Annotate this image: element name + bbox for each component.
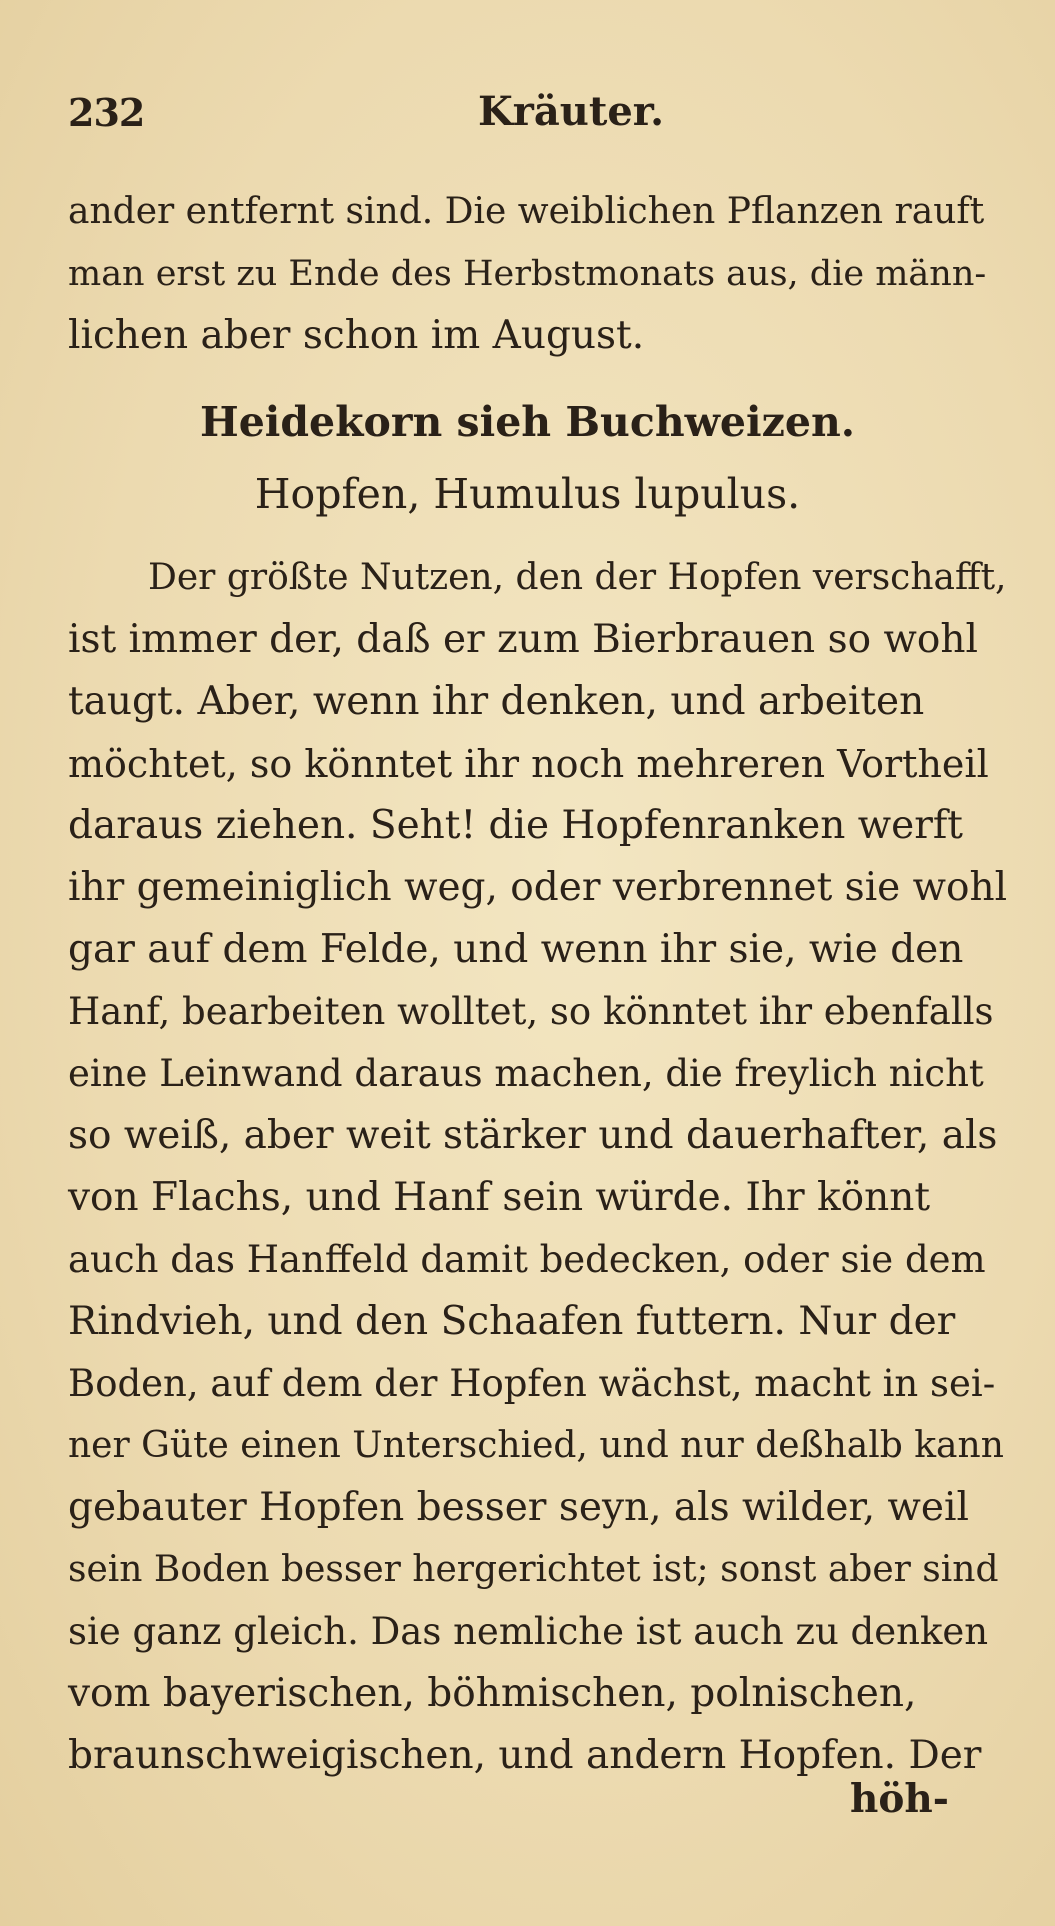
section-heading-hopfen: Hopfen, Humulus lupulus. [254, 470, 801, 518]
text-line: sein Boden besser hergerichtet ist; sonst aber sind [68, 1549, 999, 1590]
running-head: Kräuter. [478, 88, 665, 135]
text-line: ihr gemeiniglich weg, oder verbrennet sie wohl [68, 865, 1008, 910]
text-line: sie ganz gleich. Das nemliche ist auch zu denken [68, 1610, 989, 1653]
text-line: braunschweigischen, und andern Hopfen. Der [68, 1733, 982, 1778]
text-line: von Flachs, und Hanf sein würde. Ihr könnt [68, 1175, 931, 1220]
page-number: 232 [68, 90, 145, 135]
text-line: Rindvieh, und den Schaafen futtern. Nur der [68, 1299, 956, 1344]
section-heading-heidekorn: Heidekorn sieh Buchweizen. [199, 398, 856, 446]
text-line: ner Güte einen Unterschied, und nur deßhalb kann [68, 1425, 1004, 1466]
text-line: ander entfernt sind. Die weiblichen Pflanzen rauft [68, 191, 985, 232]
text-line: gebauter Hopfen besser seyn, als wilder, weil [68, 1485, 969, 1530]
text-line: so weiß, aber weit stärker und dauerhafter, als [68, 1113, 998, 1158]
catchword: höh- [850, 1776, 949, 1822]
text-line: taugt. Aber, wenn ihr denken, und arbeiten [68, 679, 925, 724]
text-line: Hanf, bearbeiten wolltet, so könntet ihr ebenfalls [68, 990, 994, 1033]
text-line: möchtet, so könntet ihr noch mehreren Vortheil [68, 742, 989, 786]
text-line: gar auf dem Felde, und wenn ihr sie, wie den [68, 927, 964, 972]
text-line: vom bayerischen, böhmischen, polnischen, [68, 1671, 917, 1716]
page-header [68, 80, 998, 140]
text-line: Der größte Nutzen, den der Hopfen verschafft, [148, 557, 1007, 598]
text-line: man erst zu Ende des Herbstmonats aus, die männ- [68, 254, 987, 294]
text-line: auch das Hanffeld damit bedecken, oder sie dem [68, 1238, 986, 1281]
text-line: ist immer der, daß er zum Bierbrauen so wohl [68, 617, 978, 662]
text-line: eine Leinwand daraus machen, die freylich nicht [68, 1052, 984, 1095]
text-line: lichen aber schon im August. [68, 313, 645, 358]
text-line: daraus ziehen. Seht! die Hopfenranken werft [68, 803, 963, 848]
text-line: Boden, auf dem der Hopfen wächst, macht in sei- [68, 1362, 996, 1405]
